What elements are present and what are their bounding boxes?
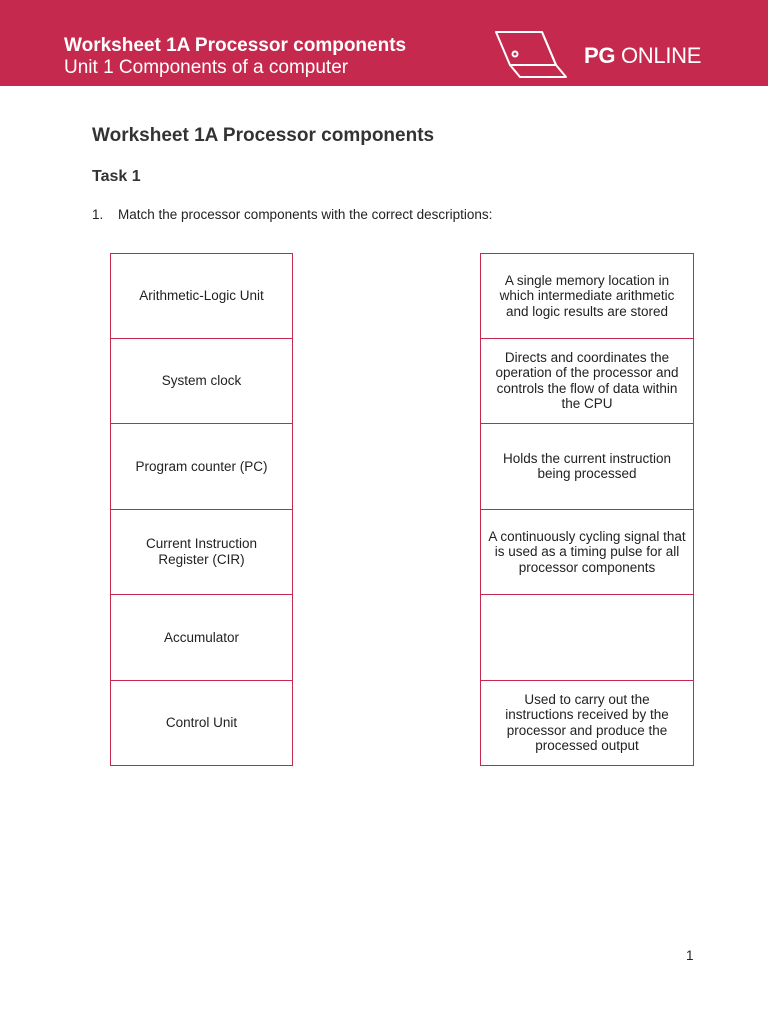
brand-name-rest: ONLINE bbox=[615, 43, 702, 68]
description-box bbox=[480, 253, 694, 339]
component-box bbox=[110, 424, 293, 510]
descriptions-column bbox=[480, 253, 694, 766]
description-text: Holds the current instruction being processed bbox=[502, 450, 672, 482]
component-label: Arithmetic-Logic Unit bbox=[139, 288, 264, 303]
laptop-icon bbox=[490, 29, 570, 81]
question-text: Match the processor components with the correct descriptions: bbox=[118, 207, 493, 222]
question-number: 1. bbox=[92, 207, 104, 222]
description-box bbox=[480, 424, 694, 510]
component-box bbox=[110, 253, 293, 339]
document-title: Worksheet 1A Processor components bbox=[92, 125, 435, 146]
description-text: A single memory location in which intermediate arithmetic and logic results are stored bbox=[499, 272, 675, 319]
page-number: 1 bbox=[686, 948, 694, 963]
component-box bbox=[110, 510, 293, 596]
task-heading: Task 1 bbox=[92, 168, 141, 185]
description-text: Directs and coordinates the operation of the processor and controls the flow of data within the CPU bbox=[495, 349, 679, 412]
brand-name bbox=[584, 43, 701, 69]
question bbox=[92, 207, 492, 222]
component-box bbox=[110, 339, 293, 425]
description-box bbox=[480, 339, 694, 425]
component-label: Current Instruction Register (CIR) bbox=[145, 536, 258, 567]
component-label: System clock bbox=[161, 373, 242, 388]
component-label: Control Unit bbox=[165, 715, 238, 730]
page-header bbox=[0, 0, 768, 86]
components-column bbox=[110, 253, 293, 766]
header-subtitle: Unit 1 Components of a computer bbox=[64, 57, 349, 78]
component-box bbox=[110, 681, 293, 767]
description-box-empty bbox=[480, 595, 694, 681]
brand-logo bbox=[490, 29, 730, 81]
header-title: Worksheet 1A Processor components bbox=[64, 35, 407, 56]
component-box bbox=[110, 595, 293, 681]
component-label: Accumulator bbox=[163, 629, 240, 645]
component-label: Program counter (PC) bbox=[135, 458, 268, 474]
description-text: Used to carry out the instructions received by the processor and produce the processed output bbox=[505, 691, 669, 754]
description-box bbox=[480, 681, 694, 767]
description-box bbox=[480, 510, 694, 596]
brand-name-strong: PG bbox=[584, 43, 616, 68]
description-text: A continuously cycling signal that is used as a timing pulse for all processor components bbox=[488, 528, 686, 575]
